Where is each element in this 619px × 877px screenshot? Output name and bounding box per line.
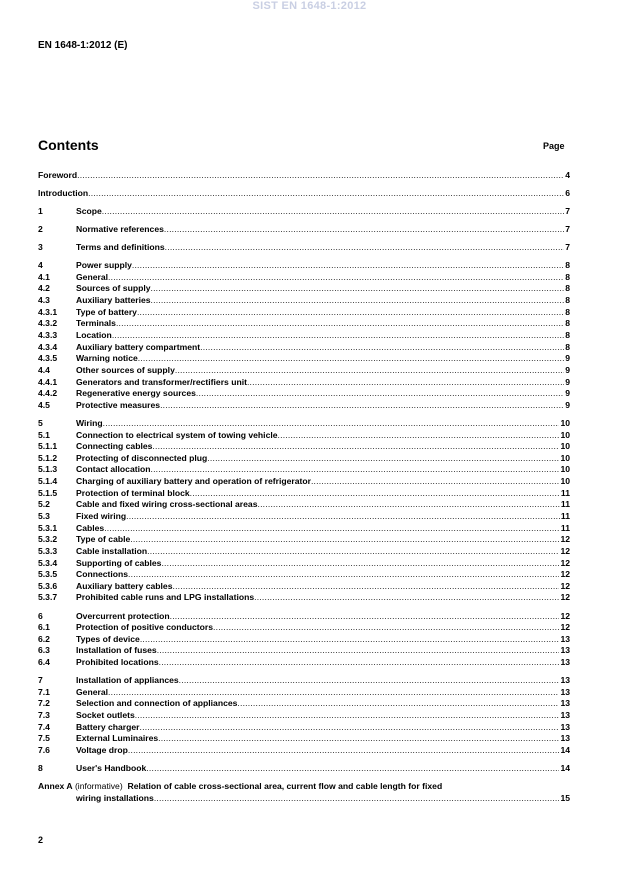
table-of-contents [38, 170, 570, 804]
toc-entry[interactable] [38, 388, 570, 400]
toc-entry[interactable] [38, 657, 570, 669]
toc-entry-number: 5.3.3 [38, 545, 58, 556]
toc-entry-title: Installation of fuses [76, 645, 157, 656]
toc-entry-title: Installation of appliances [76, 675, 179, 686]
toc-entry-page: 9 [565, 388, 570, 399]
toc-entry-number: 6.4 [38, 657, 50, 668]
toc-leader-dots [112, 330, 564, 342]
toc-entry-page: 12 [560, 592, 570, 603]
toc-entry-number: 4.4.1 [38, 376, 58, 387]
annex-page-number: 15 [560, 792, 570, 803]
toc-leader-dots [128, 569, 559, 581]
toc-entry-page: 12 [560, 622, 570, 633]
toc-leader-dots [237, 698, 559, 710]
toc-entry-number: 7.1 [38, 686, 50, 697]
toc-leader-dots [213, 622, 559, 634]
toc-group [38, 260, 570, 411]
toc-entry-number: 8 [38, 762, 43, 773]
toc-leader-dots [138, 353, 564, 365]
toc-entry-title: Location [76, 330, 112, 340]
toc-entry-title: Supporting of cables [76, 557, 162, 568]
toc-leader-dots [103, 418, 560, 430]
toc-entry[interactable] [38, 283, 570, 295]
toc-entry-number: 5.2 [38, 499, 50, 510]
toc-entry-number: 4.3 [38, 295, 50, 306]
toc-entry-page: 13 [560, 698, 570, 709]
toc-group [38, 224, 570, 236]
toc-leader-dots [154, 793, 560, 805]
toc-entry[interactable] [38, 377, 570, 389]
toc-entry-page: 11 [560, 499, 570, 510]
toc-leader-dots [160, 400, 564, 412]
toc-entry[interactable] [38, 710, 570, 722]
toc-entry-page: 8 [565, 295, 570, 306]
toc-entry[interactable] [38, 295, 570, 307]
toc-entry[interactable] [38, 622, 570, 634]
toc-entry-title: Normative references [76, 224, 164, 235]
toc-entry-number: 5.3.7 [38, 592, 58, 603]
toc-entry[interactable] [38, 464, 570, 476]
toc-entry-page: 10 [560, 417, 570, 428]
toc-entry-number: 5.1.2 [38, 452, 58, 463]
toc-entry-number: 5.3.6 [38, 580, 58, 591]
toc-entry-title: Foreword [38, 170, 78, 180]
toc-leader-dots [152, 441, 559, 453]
toc-entry-title: Scope [76, 206, 102, 217]
toc-entry[interactable] [38, 745, 570, 757]
toc-entry[interactable] [38, 170, 570, 182]
toc-entry-number: 6.2 [38, 633, 50, 644]
toc-entry-number: 5.1.1 [38, 441, 58, 452]
toc-entry-title: Connections [76, 569, 129, 580]
toc-entry[interactable] [38, 558, 570, 570]
toc-leader-dots [278, 430, 560, 442]
toc-entry-number: 6 [38, 610, 43, 621]
toc-entry-title: Prohibited locations [76, 657, 159, 668]
toc-entry-title: Power supply [76, 260, 132, 271]
annex-title-line1: Relation of cable cross-sectional area, current flow and cable length for fixed [127, 781, 443, 792]
toc-entry[interactable] [38, 330, 570, 342]
toc-group [38, 206, 570, 218]
toc-entry-page: 8 [565, 260, 570, 271]
toc-leader-dots [135, 710, 560, 722]
toc-group [38, 170, 570, 182]
toc-entry-page: 13 [560, 633, 570, 644]
toc-entry-number: 5.3.2 [38, 534, 58, 545]
annex-title-line2: wiring installations [76, 792, 154, 803]
toc-entry-title: Cable and fixed wiring cross-sectional areas [76, 499, 258, 510]
toc-entry-number: 2 [38, 224, 43, 235]
watermark: SIST EN 1648-1:2012 [252, 0, 367, 12]
toc-entry[interactable] [38, 206, 570, 218]
toc-entry-page: 10 [560, 476, 570, 487]
toc-group [38, 188, 570, 200]
toc-entry[interactable] [38, 523, 570, 535]
toc-entry-page: 13 [560, 686, 570, 697]
toc-leader-dots [207, 453, 559, 465]
toc-entry-page: 13 [560, 675, 570, 686]
toc-group [38, 242, 570, 254]
toc-entry[interactable] [38, 476, 570, 488]
toc-entry-title: Voltage drop [76, 744, 128, 755]
toc-entry-title: Battery charger [76, 721, 140, 732]
toc-entry[interactable] [38, 342, 570, 354]
toc-entry-title: General [76, 271, 109, 282]
toc-entry-title: Prohibited cable runs and LPG installations [76, 592, 255, 603]
toc-leader-dots [190, 488, 560, 500]
toc-leader-dots [132, 260, 564, 272]
toc-entry-page: 10 [560, 441, 570, 452]
toc-entry-page: 13 [560, 645, 570, 656]
toc-entry-page: 12 [560, 545, 570, 556]
toc-entry-title: Types of device [76, 633, 140, 644]
toc-entry-title: Protecting of disconnected plug [76, 452, 208, 463]
toc-entry-number: 7.4 [38, 721, 50, 732]
toc-entry-title: Fixed wiring [76, 511, 127, 521]
toc-entry[interactable] [38, 546, 570, 558]
toc-leader-dots [130, 534, 559, 546]
toc-entry-page: 12 [560, 569, 570, 580]
toc-entry-page: 9 [565, 399, 570, 410]
page-title: Contents [38, 137, 99, 153]
toc-entry-title: Generators and transformer/rectifiers unit [76, 376, 247, 387]
toc-entry-title: Other sources of supply [76, 364, 175, 375]
toc-entry-page: 13 [560, 710, 570, 721]
toc-entry-number: 1 [38, 206, 43, 217]
toc-leader-dots [116, 318, 564, 330]
toc-entry-number: 5 [38, 417, 43, 428]
toc-entry-title: Socket outlets [76, 710, 135, 721]
toc-entry[interactable] [38, 400, 570, 412]
toc-entry-title: Connecting cables [76, 441, 153, 452]
toc-entry-number: 4.4.2 [38, 388, 58, 399]
toc-entry-number: 6.1 [38, 622, 50, 633]
toc-leader-dots [108, 687, 559, 699]
toc-entry-number: 5.3.5 [38, 569, 58, 580]
toc-entry[interactable] [38, 488, 570, 500]
toc-entry[interactable] [38, 698, 570, 710]
toc-entry-page: 8 [565, 330, 570, 340]
toc-entry-number: 5.1.4 [38, 476, 58, 487]
footer-page-number: 2 [38, 835, 44, 845]
toc-entry-number: 4.3.4 [38, 341, 58, 352]
toc-leader-dots [147, 546, 559, 558]
toc-entry-page: 7 [565, 206, 570, 217]
toc-entry-page: 12 [560, 580, 570, 591]
toc-leader-dots [170, 611, 560, 623]
toc-entry-page: 9 [565, 353, 570, 364]
toc-entry[interactable] [38, 430, 570, 442]
toc-leader-dots [247, 377, 564, 389]
document-id: EN 1648-1:2012 (E) [38, 40, 128, 51]
toc-entry-page: 9 [565, 364, 570, 375]
toc-leader-dots [151, 295, 565, 307]
toc-entry-page: 14 [560, 744, 570, 755]
toc-entry-number: 5.3.4 [38, 557, 58, 568]
toc-entry-number: 7.6 [38, 744, 50, 755]
toc-entry-title: Auxiliary battery cables [76, 580, 173, 591]
toc-group [38, 611, 570, 669]
toc-annex-entry[interactable] [38, 781, 570, 804]
toc-entry-page: 12 [560, 534, 570, 545]
toc-leader-dots [151, 464, 560, 476]
toc-entry[interactable] [38, 188, 570, 200]
toc-entry-number: 3 [38, 242, 43, 253]
toc-entry-number: 5.3.1 [38, 522, 58, 533]
toc-entry[interactable] [38, 611, 570, 623]
toc-leader-dots [157, 645, 560, 657]
annex-qualifier: (informative) [74, 781, 123, 792]
toc-entry[interactable] [38, 242, 570, 254]
toc-leader-dots [179, 675, 560, 687]
toc-entry-number: 4 [38, 260, 43, 271]
toc-entry[interactable] [38, 441, 570, 453]
toc-entry-page: 12 [560, 610, 570, 621]
toc-entry-number: 5.1 [38, 429, 50, 440]
toc-entry-number: 5.1.3 [38, 464, 58, 475]
toc-leader-dots [158, 733, 559, 745]
toc-entry[interactable] [38, 534, 570, 546]
toc-entry[interactable] [38, 224, 570, 236]
toc-entry-title: Sources of supply [76, 283, 151, 294]
toc-entry-page: 8 [565, 283, 570, 294]
toc-entry-title: Connection to electrical system of towing vehicle [76, 429, 278, 440]
toc-group [38, 675, 570, 756]
toc-entry[interactable] [38, 581, 570, 593]
toc-entry-page: 6 [565, 188, 570, 199]
toc-entry[interactable] [38, 675, 570, 687]
toc-entry-title: Wiring [76, 417, 103, 428]
toc-entry-page: 10 [560, 452, 570, 463]
toc-entry[interactable] [38, 687, 570, 699]
toc-group [38, 418, 570, 604]
toc-leader-dots [88, 188, 564, 200]
toc-entry[interactable] [38, 272, 570, 284]
toc-entry[interactable] [38, 592, 570, 604]
toc-leader-dots [258, 499, 560, 511]
toc-entry-title: Selection and connection of appliances [76, 698, 238, 709]
toc-entry-page: 11 [560, 487, 570, 498]
toc-entry-page: 8 [565, 341, 570, 352]
toc-entry-title: General [76, 686, 109, 697]
toc-leader-dots [146, 763, 559, 775]
toc-leader-dots [164, 224, 564, 236]
toc-entry[interactable] [38, 499, 570, 511]
toc-entry-title: Charging of auxiliary battery and operation of refrigerator [76, 476, 311, 487]
toc-entry-page: 4 [565, 170, 570, 180]
toc-leader-dots [151, 283, 565, 295]
toc-entry-number: 7.2 [38, 698, 50, 709]
toc-entry[interactable] [38, 260, 570, 272]
toc-entry[interactable] [38, 511, 570, 523]
toc-entry-title: Terminals [76, 318, 116, 329]
toc-entry-title: Auxiliary battery compartment [76, 341, 201, 352]
toc-entry-title: Type of cable [76, 534, 131, 545]
toc-entry[interactable] [38, 353, 570, 365]
toc-entry-page: 12 [560, 557, 570, 568]
toc-leader-dots [161, 558, 559, 570]
toc-entry-page: 9 [565, 376, 570, 387]
toc-entry[interactable] [38, 763, 570, 775]
toc-entry[interactable] [38, 318, 570, 330]
toc-entry-title: Regenerative energy sources [76, 388, 196, 399]
toc-entry-page: 8 [565, 306, 570, 317]
toc-entry-page: 8 [565, 318, 570, 329]
toc-entry-title: Contact allocation [76, 464, 151, 475]
toc-entry-number: 4.3.1 [38, 306, 58, 317]
toc-leader-dots [128, 745, 560, 757]
toc-leader-dots [108, 272, 564, 284]
toc-entry-title: Protection of positive conductors [76, 622, 214, 633]
toc-leader-dots [200, 342, 564, 354]
toc-entry-title: Cable installation [76, 545, 148, 556]
toc-leader-dots [140, 634, 560, 646]
toc-entry[interactable] [38, 569, 570, 581]
toc-entry-title: Terms and definitions [76, 242, 165, 253]
toc-entry-page: 11 [560, 511, 570, 521]
toc-entry-title: Type of battery [76, 306, 137, 317]
toc-entry-title: Protection of terminal block [76, 487, 190, 498]
toc-leader-dots [140, 722, 560, 734]
toc-entry-page: 13 [560, 657, 570, 668]
toc-entry-page: 10 [560, 464, 570, 475]
toc-entry-title: User's Handbook [76, 762, 147, 773]
toc-entry-page: 11 [560, 522, 570, 533]
toc-entry-title: Overcurrent protection [76, 610, 170, 621]
toc-entry-number: 5.1.5 [38, 487, 58, 498]
toc-entry-title: Auxiliary batteries [76, 295, 151, 306]
toc-leader-dots [175, 365, 564, 377]
toc-entry-number: 4.3.3 [38, 330, 58, 340]
toc-entry[interactable] [38, 733, 570, 745]
toc-entry-number: 4.1 [38, 271, 50, 282]
toc-entry-page: 8 [565, 271, 570, 282]
toc-entry[interactable] [38, 453, 570, 465]
toc-entry-page: 14 [560, 762, 570, 773]
toc-leader-dots [126, 511, 560, 523]
toc-entry-page: 10 [560, 429, 570, 440]
toc-entry-title: Warning notice [76, 353, 138, 364]
toc-entry-title: Introduction [38, 188, 89, 199]
toc-entry-page: 13 [560, 721, 570, 732]
annex-label: Annex A [38, 781, 73, 792]
toc-leader-dots [254, 592, 559, 604]
toc-entry-title: Cables [76, 522, 105, 533]
toc-entry-page: 7 [565, 224, 570, 235]
toc-group [38, 763, 570, 775]
toc-leader-dots [137, 307, 564, 319]
toc-entry-number: 4.3.2 [38, 318, 58, 329]
toc-entry-page: 13 [560, 733, 570, 744]
toc-leader-dots [311, 476, 560, 488]
toc-entry-number: 4.4 [38, 364, 50, 375]
toc-entry-title: Protective measures [76, 399, 161, 410]
toc-entry-number: 6.3 [38, 645, 50, 656]
toc-leader-dots [196, 388, 564, 400]
toc-entry-number: 7.5 [38, 733, 50, 744]
toc-entry-number: 5.3 [38, 511, 50, 521]
toc-entry[interactable] [38, 307, 570, 319]
page-column-label: Page [543, 141, 565, 151]
toc-entry-number: 4.2 [38, 283, 50, 294]
toc-entry[interactable] [38, 645, 570, 657]
toc-entry-page: 7 [565, 242, 570, 253]
toc-entry-number: 4.3.5 [38, 353, 58, 364]
toc-entry[interactable] [38, 418, 570, 430]
toc-entry-title: External Luminaires [76, 733, 159, 744]
toc-leader-dots [77, 170, 564, 182]
toc-entry[interactable] [38, 365, 570, 377]
toc-entry-number: 7 [38, 675, 43, 686]
toc-leader-dots [173, 581, 560, 593]
toc-leader-dots [104, 523, 560, 535]
toc-leader-dots [102, 206, 564, 218]
toc-entry[interactable] [38, 722, 570, 734]
toc-entry-number: 7.3 [38, 710, 50, 721]
toc-entry-number: 4.5 [38, 399, 50, 410]
toc-entry[interactable] [38, 634, 570, 646]
toc-leader-dots [159, 657, 560, 669]
toc-leader-dots [165, 242, 565, 254]
